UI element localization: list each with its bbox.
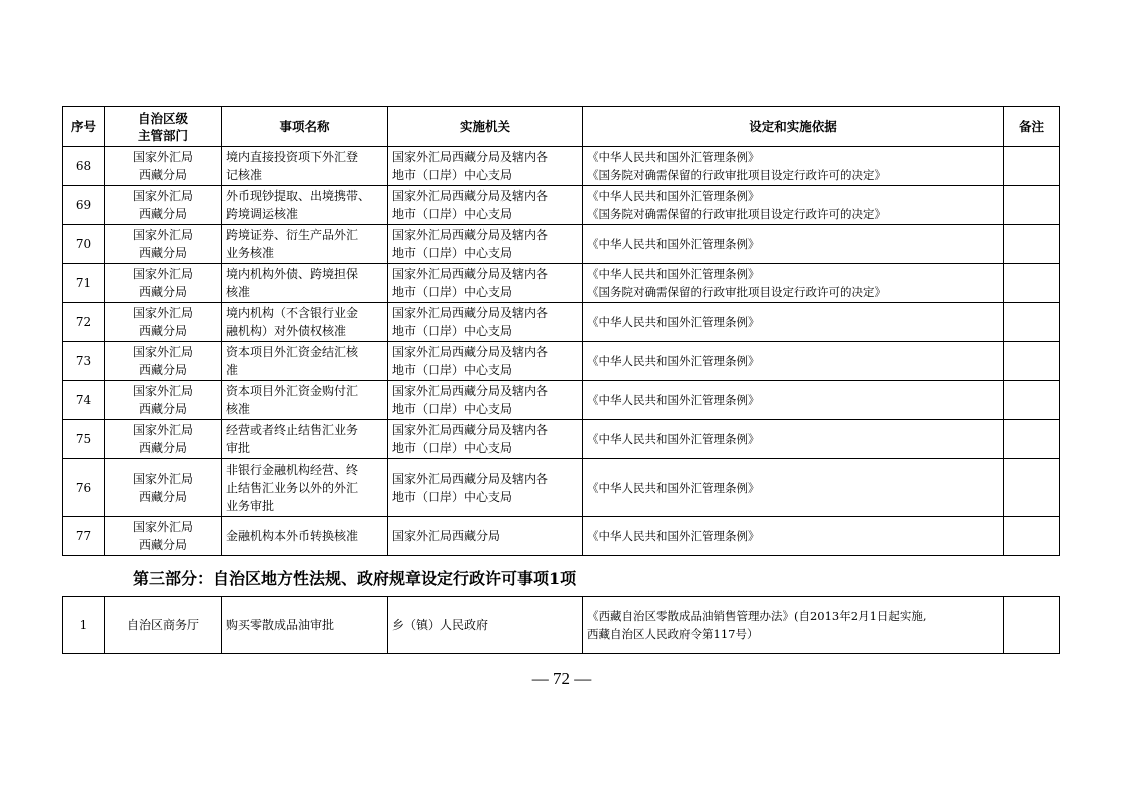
row-no: 73 (63, 342, 105, 381)
row-item-name-line1: 外币现钞提取、出境携带、 (226, 189, 371, 203)
row-agency (388, 225, 583, 264)
section-3-heading: 第三部分：自治区地方性法规、政府规章设定行政许可事项1项 (133, 569, 577, 588)
row-basis (583, 597, 1004, 654)
row-note (1004, 264, 1060, 303)
row-agency-line1: 国家外汇局西藏分局及辖内各 (392, 384, 549, 398)
row-dept (105, 381, 222, 420)
row-agency-line2: 地市（口岸）中心支局 (392, 207, 513, 221)
row-no: 70 (63, 225, 105, 264)
row-dept-line2: 西藏分局 (138, 441, 187, 455)
row-item-name-line2: 止结售汇业务以外的外汇 (226, 480, 359, 495)
header-dept (105, 107, 222, 147)
row-dept-line2: 西藏分局 (138, 363, 187, 377)
row-basis (583, 264, 1004, 303)
row-item-name (222, 381, 388, 420)
row-agency (388, 303, 583, 342)
row-note (1004, 342, 1060, 381)
table-row (63, 264, 1060, 303)
table-row (63, 420, 1060, 459)
permit-items-table (62, 106, 1060, 556)
row-item-name-line2: 业务核准 (226, 246, 275, 260)
table-header-row (63, 107, 1060, 147)
row-note (1004, 186, 1060, 225)
row-note (1004, 420, 1060, 459)
row-no: 69 (63, 186, 105, 225)
row-agency-line1: 国家外汇局西藏分局及辖内各 (392, 150, 549, 164)
row-agency-line1: 国家外汇局西藏分局及辖内各 (392, 306, 549, 320)
row-dept-line1: 国家外汇局 (132, 423, 193, 437)
table-row (63, 342, 1060, 381)
row-no: 77 (63, 517, 105, 556)
row-dept: 自治区商务厅 (105, 597, 222, 654)
table-row (63, 381, 1060, 420)
row-dept-line2: 西藏分局 (138, 538, 187, 552)
header-agency: 实施机关 (388, 107, 583, 147)
row-basis-line1: 《中华人民共和国外汇管理条例》 (587, 150, 760, 164)
row-item-name-line1: 金融机构本外币转换核准 (226, 529, 359, 543)
page-number: — 72 — (531, 669, 592, 688)
row-agency (388, 342, 583, 381)
table-row (63, 225, 1060, 264)
row-agency-line2: 地市（口岸）中心支局 (392, 402, 513, 416)
header-name: 事项名称 (222, 107, 388, 147)
row-dept-line1: 国家外汇局 (132, 345, 193, 359)
row-no: 71 (63, 264, 105, 303)
row-item-name-line2: 记核准 (226, 168, 263, 182)
row-agency-line2: 地市（口岸）中心支局 (392, 324, 513, 338)
row-dept-line1: 国家外汇局 (132, 520, 193, 534)
table-row (63, 597, 1060, 654)
row-dept (105, 420, 222, 459)
row-no: 74 (63, 381, 105, 420)
row-item-name-line2: 审批 (226, 441, 251, 455)
row-item-name-line2: 核准 (226, 402, 251, 416)
row-dept (105, 225, 222, 264)
row-note (1004, 597, 1060, 654)
row-dept (105, 459, 222, 517)
row-item-name (222, 186, 388, 225)
row-agency-line2: 地市（口岸）中心支局 (392, 489, 513, 504)
row-dept-line2: 西藏分局 (138, 207, 187, 221)
row-basis (583, 420, 1004, 459)
row-dept (105, 147, 222, 186)
row-agency (388, 147, 583, 186)
header-no: 序号 (63, 107, 105, 147)
table-row (63, 459, 1060, 517)
row-basis (583, 225, 1004, 264)
row-no: 75 (63, 420, 105, 459)
row-dept-line2: 西藏分局 (138, 489, 187, 504)
row-item-name-line2: 核准 (226, 285, 251, 299)
row-item-name-line1: 跨境证券、衍生产品外汇 (226, 228, 359, 242)
row-item-name (222, 303, 388, 342)
row-basis-line1: 《中华人民共和国外汇管理条例》 (587, 267, 760, 281)
row-agency-line1: 国家外汇局西藏分局及辖内各 (392, 228, 549, 242)
row-agency (388, 517, 583, 556)
row-note (1004, 459, 1060, 517)
row-item-name (222, 225, 388, 264)
row-item-name-line2: 跨境调运核准 (226, 207, 299, 221)
section-3-table (62, 596, 1060, 654)
row-dept-line1: 国家外汇局 (132, 471, 193, 486)
row-dept-line2: 西藏分局 (138, 285, 187, 299)
table-row (63, 517, 1060, 556)
row-dept-line1: 国家外汇局 (132, 189, 193, 203)
row-dept-line1: 国家外汇局 (132, 306, 193, 320)
row-note (1004, 147, 1060, 186)
row-basis-line1: 《中华人民共和国外汇管理条例》 (587, 315, 760, 329)
row-note (1004, 303, 1060, 342)
row-item-name-line3: 业务审批 (226, 498, 275, 513)
row-agency (388, 264, 583, 303)
row-item-name (222, 264, 388, 303)
row-no: 1 (63, 597, 105, 654)
row-agency-line1: 国家外汇局西藏分局及辖内各 (392, 267, 549, 281)
row-agency-line1: 国家外汇局西藏分局及辖内各 (392, 345, 549, 359)
row-agency (388, 459, 583, 517)
row-basis-line2: 《国务院对确需保留的行政审批项目设定行政许可的决定》 (587, 207, 886, 221)
row-basis-line2: 西藏自治区人民政府令第117号） (587, 627, 759, 641)
row-basis-line2: 《国务院对确需保留的行政审批项目设定行政许可的决定》 (587, 168, 886, 182)
row-agency (388, 381, 583, 420)
row-basis-line1: 《中华人民共和国外汇管理条例》 (587, 480, 760, 495)
row-item-name (222, 517, 388, 556)
row-dept-line2: 西藏分局 (138, 324, 187, 338)
row-dept-line1: 国家外汇局 (132, 150, 193, 164)
row-item-name-line1: 经营或者终止结售汇业务 (226, 423, 359, 437)
row-item-name-line1: 境内直接投资项下外汇登 (226, 150, 359, 164)
row-item-name-line1: 非银行金融机构经营、终 (226, 462, 359, 477)
row-dept (105, 303, 222, 342)
row-agency-line2: 地市（口岸）中心支局 (392, 246, 513, 260)
row-basis-line1: 《中华人民共和国外汇管理条例》 (587, 354, 760, 368)
row-basis-line2: 《国务院对确需保留的行政审批项目设定行政许可的决定》 (587, 285, 886, 299)
table-row (63, 186, 1060, 225)
row-basis-line1: 《中华人民共和国外汇管理条例》 (587, 237, 760, 251)
row-note (1004, 517, 1060, 556)
row-item-name-line1: 资本项目外汇资金购付汇 (226, 384, 359, 398)
row-item-name-line1: 境内机构（不含银行业金 (226, 306, 359, 320)
row-basis (583, 517, 1004, 556)
row-dept (105, 264, 222, 303)
row-agency-line2: 地市（口岸）中心支局 (392, 441, 513, 455)
row-dept-line1: 国家外汇局 (132, 384, 193, 398)
row-no: 76 (63, 459, 105, 517)
row-basis (583, 459, 1004, 517)
row-dept-line2: 西藏分局 (138, 246, 187, 260)
table-body (63, 147, 1060, 556)
row-agency-line1: 国家外汇局西藏分局及辖内各 (392, 471, 549, 486)
row-item-name (222, 147, 388, 186)
row-basis (583, 147, 1004, 186)
header-basis: 设定和实施依据 (583, 107, 1004, 147)
row-dept (105, 342, 222, 381)
row-agency: 乡（镇）人民政府 (388, 597, 583, 654)
row-basis (583, 186, 1004, 225)
row-agency-line1: 国家外汇局西藏分局及辖内各 (392, 423, 549, 437)
row-note (1004, 381, 1060, 420)
row-item-name (222, 420, 388, 459)
row-agency (388, 186, 583, 225)
row-item-name-line2: 准 (226, 363, 239, 377)
row-note (1004, 225, 1060, 264)
header-dept-line1: 自治区级 (137, 110, 188, 126)
row-dept-line2: 西藏分局 (138, 402, 187, 416)
row-dept-line1: 国家外汇局 (132, 267, 193, 281)
row-agency-line1: 国家外汇局西藏分局及辖内各 (392, 189, 549, 203)
row-dept (105, 186, 222, 225)
row-item-name (222, 342, 388, 381)
row-dept (105, 517, 222, 556)
row-item-name: 购买零散成品油审批 (222, 597, 388, 654)
row-basis-line1: 《中华人民共和国外汇管理条例》 (587, 393, 760, 407)
header-dept-line2: 主管部门 (137, 127, 188, 143)
row-item-name-line1: 资本项目外汇资金结汇核 (226, 345, 359, 359)
row-basis (583, 303, 1004, 342)
row-agency (388, 420, 583, 459)
row-basis (583, 342, 1004, 381)
row-no: 72 (63, 303, 105, 342)
row-dept-line2: 西藏分局 (138, 168, 187, 182)
row-item-name (222, 459, 388, 517)
row-basis-line1: 《西藏自治区零散成品油销售管理办法》(自2013年2月1日起实施, (587, 609, 927, 623)
row-basis-line1: 《中华人民共和国外汇管理条例》 (587, 529, 760, 543)
row-agency-line1: 国家外汇局西藏分局 (392, 529, 501, 543)
row-basis-line1: 《中华人民共和国外汇管理条例》 (587, 189, 760, 203)
row-basis-line1: 《中华人民共和国外汇管理条例》 (587, 432, 760, 446)
row-dept-line1: 国家外汇局 (132, 228, 193, 242)
table-row (63, 303, 1060, 342)
row-item-name-line2: 融机构）对外债权核准 (226, 324, 347, 338)
row-agency-line2: 地市（口岸）中心支局 (392, 285, 513, 299)
row-item-name-line1: 境内机构外债、跨境担保 (226, 267, 359, 281)
header-note: 备注 (1004, 107, 1060, 147)
row-basis (583, 381, 1004, 420)
row-agency-line2: 地市（口岸）中心支局 (392, 363, 513, 377)
row-agency-line2: 地市（口岸）中心支局 (392, 168, 513, 182)
row-no: 68 (63, 147, 105, 186)
table-row (63, 147, 1060, 186)
